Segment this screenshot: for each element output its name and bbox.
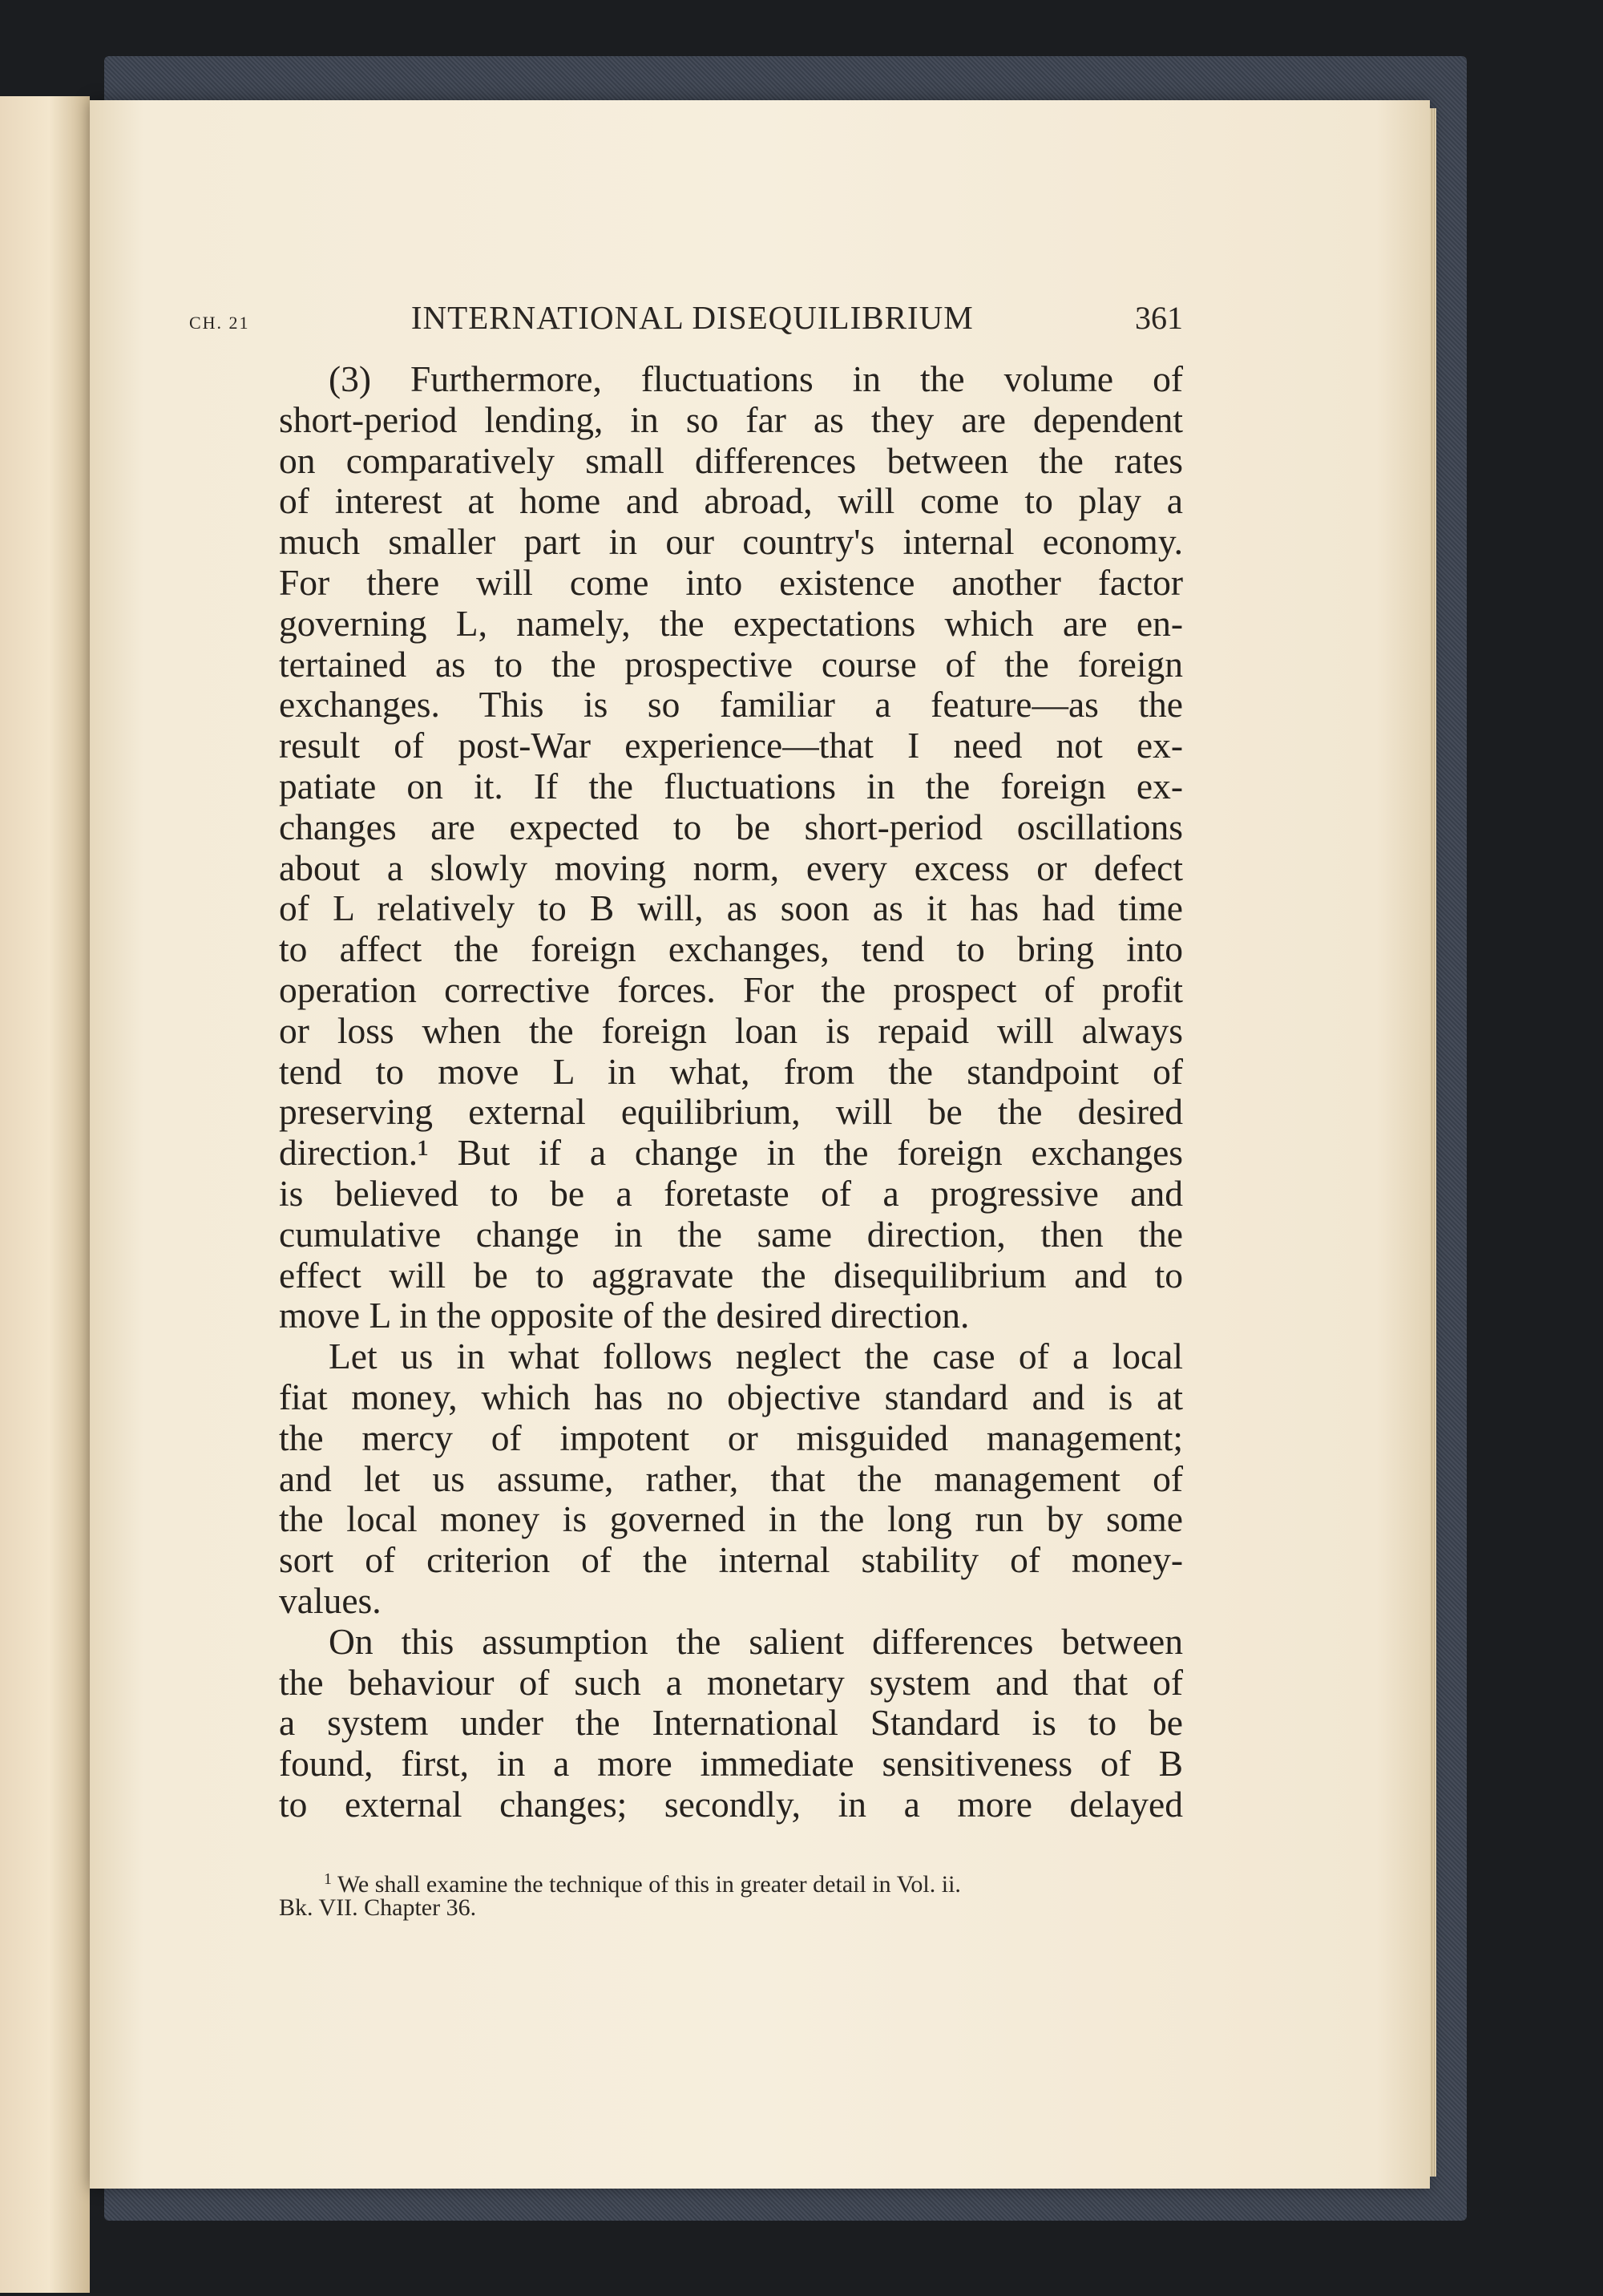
- text-line: move L in the opposite of the desired direction.: [279, 1296, 970, 1336]
- text-line: tertained as to the prospective course of the foreign: [279, 644, 1183, 685]
- text-line: exchanges. This is so familiar a feature—as the: [279, 685, 1183, 726]
- text-line: governing L, namely, the expectations which are en-: [279, 603, 1183, 644]
- footnote: [279, 1865, 1183, 1922]
- text-line: result of post-War experience—that I need not ex-: [279, 726, 1183, 766]
- text-line: cumulative change in the same direction, then the: [279, 1214, 1183, 1255]
- text-line: to affect the foreign exchanges, tend to bring into: [279, 929, 1183, 970]
- text-line: changes are expected to be short-period oscillations: [279, 806, 1183, 847]
- text-line: operation corrective forces. For the prospect of profit: [279, 969, 1183, 1010]
- text-line: the mercy of impotent or misguided management;: [279, 1417, 1183, 1458]
- page-edges: [1430, 108, 1436, 2177]
- footnote-marker: 1: [324, 1870, 332, 1888]
- text-line: and let us assume, rather, that the management of: [279, 1458, 1183, 1499]
- text-line: a system under the International Standard is to be: [279, 1703, 1183, 1744]
- left-page-edge: [0, 96, 90, 2293]
- text-line: tend to move L in what, from the standpoint of: [279, 1051, 1183, 1092]
- text-line: On this assumption the salient differences between: [329, 1621, 1183, 1662]
- body-text: [279, 359, 1183, 1825]
- text-line: found, first, in a more immediate sensitiveness of B: [279, 1744, 1183, 1785]
- chapter-title: INTERNATIONAL DISEQUILIBRIUM: [410, 299, 974, 336]
- text-line: preserving external equilibrium, will be the desired: [279, 1092, 1183, 1133]
- text-line: on comparatively small differences between the rates: [279, 440, 1183, 481]
- text-line: is believed to be a foretaste of a progressive and: [279, 1173, 1183, 1214]
- page-number: 361: [1134, 300, 1183, 336]
- text-line: patiate on it. If the fluctuations in the foreign ex-: [279, 766, 1183, 806]
- footnote-line: [279, 1865, 1183, 1898]
- text-line: sort of criterion of the internal stability of money-: [279, 1540, 1183, 1581]
- text-line: short-period lending, in so far as they are dependent: [279, 399, 1183, 440]
- footnote-text: We shall examine the technique of this in greater detail in Vol. ii.: [337, 1871, 961, 1898]
- text-line: fiat money, which has no objective standard and is at: [279, 1376, 1183, 1417]
- text-line: effect will be to aggravate the disequilibrium and to: [279, 1255, 1183, 1296]
- footnote-line: Bk. VII. Chapter 36.: [279, 1894, 477, 1921]
- text-line: about a slowly moving norm, every excess or defect: [279, 847, 1183, 888]
- text-line: Let us in what follows neglect the case of a local: [329, 1336, 1183, 1377]
- text-line: to external changes; secondly, in a more delayed: [279, 1784, 1183, 1825]
- chapter-label: CH. 21: [189, 313, 250, 333]
- text-line: the behaviour of such a monetary system and that of: [279, 1662, 1183, 1703]
- page-header: [189, 298, 1183, 337]
- text-line: For there will come into existence another factor: [279, 562, 1183, 603]
- text-line: (3) Furthermore, fluctuations in the volume of: [329, 359, 1183, 399]
- text-line: of L relatively to B will, as soon as it has had time: [279, 888, 1183, 929]
- text-line: the local money is governed in the long run by some: [279, 1499, 1183, 1540]
- text-line: direction.¹ But if a change in the foreign exchanges: [279, 1133, 1183, 1174]
- text-line: or loss when the foreign loan is repaid will always: [279, 1010, 1183, 1051]
- text-line: of interest at home and abroad, will come to play a: [279, 481, 1183, 522]
- text-line: values.: [279, 1580, 382, 1621]
- text-line: much smaller part in our country's internal economy.: [279, 522, 1183, 563]
